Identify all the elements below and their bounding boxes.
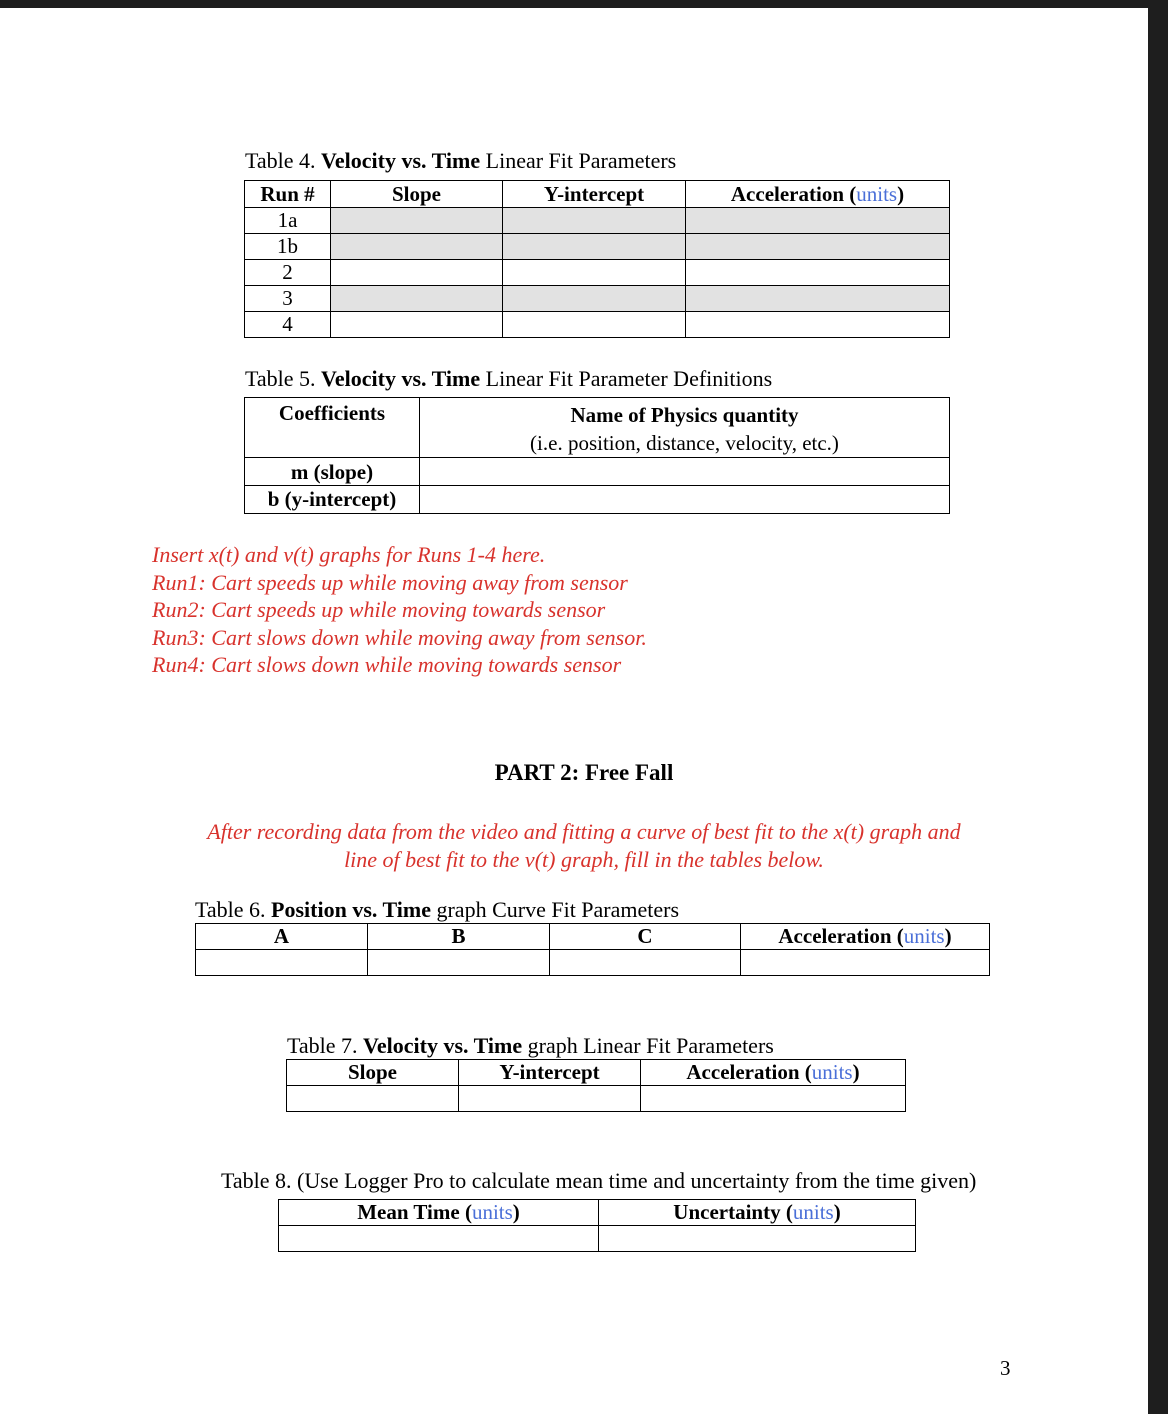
table-cell[interactable] xyxy=(686,234,950,260)
instruction-line: Run2: Cart speeds up while moving towards sensor xyxy=(152,597,606,622)
table5-header-quantity: Name of Physics quantity (i.e. position, distance, velocity, etc.) xyxy=(420,398,950,458)
table6-header-acceleration: Acceleration (units) xyxy=(741,924,990,950)
table-row xyxy=(245,234,950,260)
coefficient-label: b (y-intercept) xyxy=(245,486,420,514)
instruction-line: Run1: Cart speeds up while moving away from sensor xyxy=(152,569,628,595)
table8 xyxy=(278,1199,916,1252)
table-cell[interactable] xyxy=(420,486,950,514)
table6-header-c: C xyxy=(550,924,741,950)
table-cell[interactable] xyxy=(686,260,950,286)
table-row xyxy=(245,286,950,312)
table7-caption: Table 7. Velocity vs. Time graph Linear Fit Parameters xyxy=(287,1033,774,1058)
table-cell[interactable] xyxy=(503,312,686,338)
page-number: 3 xyxy=(1000,1356,1011,1380)
table5-caption: Table 5. Velocity vs. Time Linear Fit Parameter Definitions xyxy=(245,366,773,391)
table8-caption: Table 8. (Use Logger Pro to calculate mean time and uncertainty from the time given) xyxy=(221,1168,977,1193)
table-row xyxy=(245,312,950,338)
table-cell[interactable] xyxy=(641,1086,906,1112)
table4-caption: Table 4. Velocity vs. Time Linear Fit Parameters xyxy=(245,148,677,173)
graph-instructions xyxy=(152,541,647,679)
run-label: 1a xyxy=(245,208,331,234)
table-row xyxy=(245,260,950,286)
table4-header-slope: Slope xyxy=(331,181,503,208)
table8-header-mean-time: Mean Time (units) xyxy=(279,1200,599,1226)
table7-header-slope: Slope xyxy=(287,1060,459,1086)
table7-header-acceleration: Acceleration (units) xyxy=(641,1060,906,1086)
table4-header-run: Run # xyxy=(245,181,331,208)
table-cell[interactable] xyxy=(459,1086,641,1112)
table5-header-coefficients: Coefficients xyxy=(245,398,420,458)
table-cell[interactable] xyxy=(503,208,686,234)
table-row xyxy=(245,208,950,234)
document-page xyxy=(0,8,1148,1414)
run-label: 2 xyxy=(245,260,331,286)
table-cell[interactable] xyxy=(331,312,503,338)
part2-instructions xyxy=(0,818,1168,873)
run-label: 1b xyxy=(245,234,331,260)
table6 xyxy=(195,923,990,976)
instruction-line: line of best fit to the v(t) graph, fill in the tables below. xyxy=(344,846,824,872)
table4-header-acceleration: Acceleration (units) xyxy=(686,181,950,208)
table-cell[interactable] xyxy=(599,1226,916,1252)
table-cell[interactable] xyxy=(550,950,741,976)
table-row xyxy=(196,950,990,976)
table-cell[interactable] xyxy=(279,1226,599,1252)
table-cell[interactable] xyxy=(686,312,950,338)
instruction-line: Insert x(t) and v(t) graphs for Runs 1-4 here. xyxy=(152,542,546,567)
table-cell[interactable] xyxy=(686,208,950,234)
table5 xyxy=(244,397,950,514)
run-label: 3 xyxy=(245,286,331,312)
table-cell[interactable] xyxy=(331,234,503,260)
part2-heading: PART 2: Free Fall xyxy=(494,760,674,785)
table8-header-uncertainty: Uncertainty (units) xyxy=(599,1200,916,1226)
table-cell[interactable] xyxy=(420,458,950,486)
table-cell[interactable] xyxy=(331,208,503,234)
table-cell[interactable] xyxy=(503,260,686,286)
table-cell[interactable] xyxy=(331,260,503,286)
table-cell[interactable] xyxy=(287,1086,459,1112)
table-row xyxy=(245,486,950,514)
table6-header-a: A xyxy=(196,924,368,950)
table-row xyxy=(287,1086,906,1112)
instruction-line: Run4: Cart slows down while moving towards sensor xyxy=(152,652,622,677)
table6-caption: Table 6. Position vs. Time graph Curve Fit Parameters xyxy=(195,897,680,922)
run-label: 4 xyxy=(245,312,331,338)
table-cell[interactable] xyxy=(686,286,950,312)
table-cell[interactable] xyxy=(368,950,550,976)
table6-header-b: B xyxy=(368,924,550,950)
coefficient-label: m (slope) xyxy=(245,458,420,486)
instruction-line: After recording data from the video and fitting a curve of best fit to the x(t) graph and xyxy=(207,819,961,844)
table-cell[interactable] xyxy=(503,234,686,260)
instruction-line: Run3: Cart slows down while moving away from sensor. xyxy=(152,624,647,650)
table-row xyxy=(279,1226,916,1252)
table7-header-yintercept: Y-intercept xyxy=(459,1060,641,1086)
table-cell[interactable] xyxy=(503,286,686,312)
table4 xyxy=(244,180,950,338)
table-row xyxy=(245,458,950,486)
table4-header-yintercept: Y-intercept xyxy=(503,181,686,208)
table-cell[interactable] xyxy=(331,286,503,312)
table-cell[interactable] xyxy=(196,950,368,976)
table7 xyxy=(286,1059,906,1112)
table-cell[interactable] xyxy=(741,950,990,976)
